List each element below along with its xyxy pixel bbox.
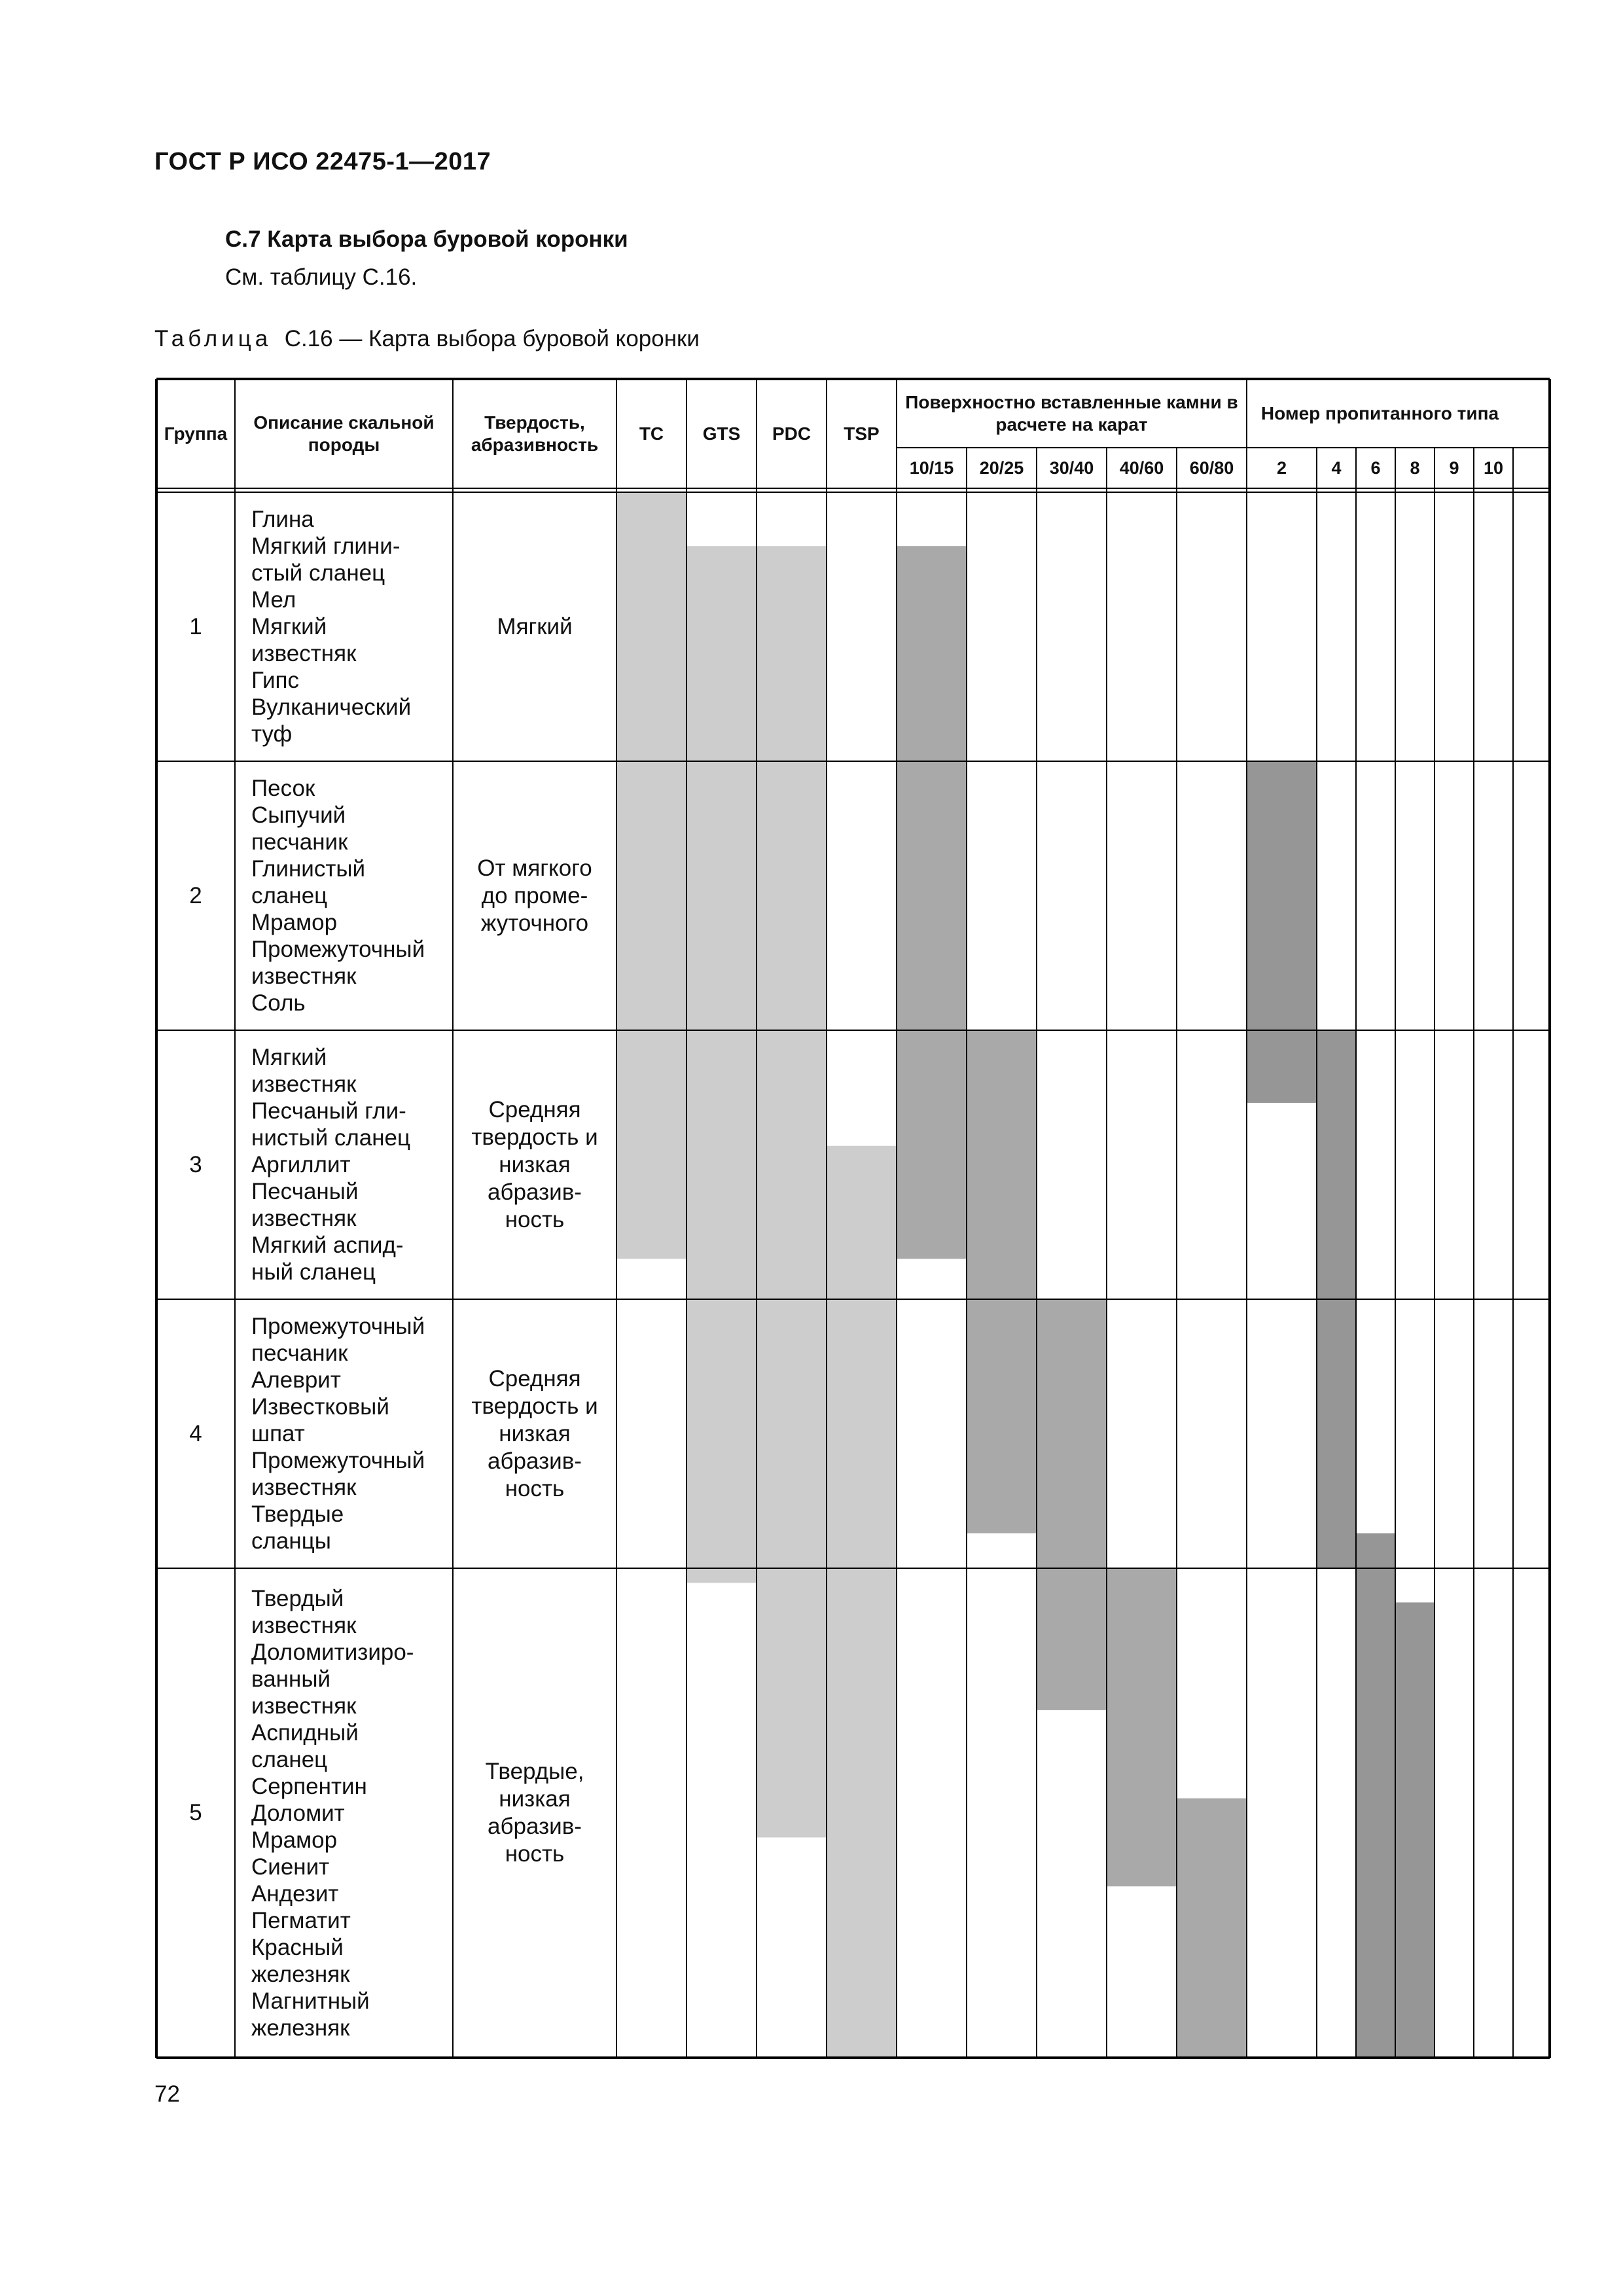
rock-line: Мягкий аспид- bbox=[251, 1232, 404, 1258]
rock-line: Мрамор bbox=[251, 1827, 338, 1853]
bar-PDC bbox=[757, 546, 827, 1837]
rock-line: сланец bbox=[251, 883, 328, 908]
rock-line: Аргиллит bbox=[251, 1152, 351, 1177]
header-tc: TC bbox=[639, 423, 664, 444]
row-rock-list bbox=[251, 492, 411, 761]
rock-line: Аспидный bbox=[251, 1719, 359, 1746]
subheader-surface-60-80: 60/80 bbox=[1189, 457, 1234, 478]
bar-20-25 bbox=[967, 1030, 1037, 1534]
subheader-surface-30-40: 30/40 bbox=[1049, 457, 1094, 478]
header-description: Описание скальной породы bbox=[253, 412, 435, 455]
bar-8 bbox=[1395, 1602, 1435, 2058]
row-group-number: 3 bbox=[189, 1151, 202, 1177]
rock-line: Известковый bbox=[251, 1394, 389, 1420]
rock-line: сланцы bbox=[251, 1528, 331, 1554]
rock-line: Песчаный bbox=[251, 1179, 359, 1204]
caption-word: Таблица bbox=[154, 326, 272, 351]
rock-line: нистый сланец bbox=[251, 1125, 411, 1151]
rock-line: Мягкий глини- bbox=[251, 533, 401, 559]
rock-line: Твердый bbox=[251, 1585, 344, 1611]
subheader-impregnated-10: 10 bbox=[1483, 457, 1504, 478]
bar-GTS bbox=[687, 546, 757, 1583]
section-title: C.7 Карта выбора буровой коронки bbox=[225, 226, 628, 252]
subheader-surface-10-15: 10/15 bbox=[909, 457, 954, 478]
rock-line: песчаник bbox=[251, 1340, 348, 1366]
rock-line: Пегматит bbox=[251, 1907, 351, 1933]
rock-line: известняк bbox=[251, 1612, 357, 1638]
rock-line: Промежуточный bbox=[251, 1314, 425, 1339]
rock-line: Сиенит bbox=[251, 1854, 330, 1880]
subheader-impregnated-2: 2 bbox=[1276, 457, 1287, 478]
rock-line: Глинистый bbox=[251, 856, 366, 882]
subheader-impregnated-9: 9 bbox=[1449, 457, 1459, 478]
subheader-surface-40-60: 40/60 bbox=[1119, 457, 1164, 478]
rock-line: Магнитный bbox=[251, 1988, 370, 2014]
row-hardness: Средняя твердость и низкая абразив- ность bbox=[471, 1096, 598, 1232]
rock-line: Мел bbox=[251, 587, 296, 613]
row-hardness: Твердые, низкая абразив- ность bbox=[485, 1759, 584, 1867]
rock-line: Гипс bbox=[251, 668, 299, 693]
rock-line: Мягкий bbox=[251, 1045, 327, 1070]
rock-line: известняк bbox=[251, 1693, 357, 1719]
document-code: ГОСТ Р ИСО 22475-1—2017 bbox=[154, 148, 491, 175]
rock-line: Серпентин bbox=[251, 1773, 367, 1799]
row-rock-list bbox=[251, 1568, 414, 2058]
rock-line: стый сланец bbox=[251, 560, 385, 586]
header-impregnated-type: Номер пропитанного типа bbox=[1260, 403, 1499, 423]
bar-40-60 bbox=[1107, 1568, 1177, 1886]
rock-line: Соль bbox=[251, 990, 306, 1016]
row-hardness: Средняя твердость и низкая абразив- ность bbox=[471, 1365, 598, 1501]
rock-line: Андезит bbox=[251, 1880, 339, 1907]
subheader-impregnated-4: 4 bbox=[1331, 457, 1342, 478]
rock-line: шпат bbox=[251, 1421, 305, 1446]
rock-line: ный сланец bbox=[251, 1259, 376, 1285]
rock-line: Мрамор bbox=[251, 910, 338, 935]
table-reference: См. таблицу С.16. bbox=[225, 264, 418, 290]
rock-line: известняк bbox=[251, 641, 357, 666]
rock-line: известняк bbox=[251, 1071, 357, 1097]
bar-30-40 bbox=[1037, 1299, 1107, 1710]
header-surface-stones: Поверхностно вставленные камни в расчете на карат bbox=[905, 391, 1238, 435]
row-group-number: 4 bbox=[189, 1420, 202, 1446]
rock-line: Алеврит bbox=[251, 1367, 341, 1393]
rock-line: известняк bbox=[251, 1475, 357, 1500]
bar-10-15 bbox=[897, 546, 967, 1259]
page-number: 72 bbox=[154, 2081, 180, 2107]
header-tsp: TSP bbox=[844, 423, 880, 444]
caption-text: C.16 — Карта выбора буровой коронки bbox=[284, 326, 700, 351]
rock-line: Промежуточный bbox=[251, 937, 425, 962]
bar-2 bbox=[1247, 761, 1317, 1103]
row-group-number: 5 bbox=[189, 1800, 202, 1825]
row-rock-list bbox=[251, 761, 425, 1030]
rock-line: Песчаный гли- bbox=[251, 1098, 406, 1124]
row-hardness: От мягкого до проме- жуточного bbox=[477, 855, 592, 936]
header-gts: GTS bbox=[702, 423, 741, 444]
rock-line: Доломитизиро- bbox=[251, 1639, 414, 1665]
row-group-number: 1 bbox=[189, 613, 202, 639]
bar-TC bbox=[616, 492, 687, 1259]
header-group: Группа bbox=[164, 423, 228, 444]
rock-line: Глина bbox=[251, 507, 314, 532]
header-pdc: PDC bbox=[772, 423, 812, 444]
row-rock-list bbox=[251, 1030, 410, 1299]
rock-line: Доломит bbox=[251, 1800, 345, 1826]
subheader-impregnated-8: 8 bbox=[1410, 457, 1420, 478]
rock-line: Промежуточный bbox=[251, 1448, 425, 1473]
rock-line: туф bbox=[251, 721, 293, 747]
row-hardness: Мягкий bbox=[497, 613, 573, 639]
rock-line: железняк bbox=[251, 2015, 350, 2041]
rock-line: Мягкий bbox=[251, 614, 327, 639]
bar-6 bbox=[1356, 1534, 1395, 2058]
subheader-impregnated-6: 6 bbox=[1370, 457, 1381, 478]
header-hardness: Твердость, абразивность bbox=[471, 412, 599, 455]
bars-layer bbox=[616, 492, 1435, 2058]
rock-line: сланец bbox=[251, 1746, 328, 1772]
rock-line: песчаник bbox=[251, 829, 348, 855]
rock-line: известняк bbox=[251, 963, 357, 989]
rock-line: железняк bbox=[251, 1961, 350, 1987]
rock-line: Твердые bbox=[251, 1501, 344, 1527]
rock-line: Песок bbox=[251, 776, 315, 801]
subheader-surface-20-25: 20/25 bbox=[979, 457, 1024, 478]
row-rock-list bbox=[251, 1299, 425, 1568]
rock-line: известняк bbox=[251, 1206, 357, 1231]
row-group-number: 2 bbox=[189, 882, 202, 908]
rock-line: Вулканический bbox=[251, 694, 412, 720]
rock-line: Красный bbox=[251, 1934, 344, 1960]
rock-line: ванный bbox=[251, 1666, 331, 1692]
rock-line: Сыпучий bbox=[251, 802, 346, 828]
bar-TSP bbox=[827, 1146, 897, 2058]
bar-60-80 bbox=[1177, 1799, 1247, 2058]
